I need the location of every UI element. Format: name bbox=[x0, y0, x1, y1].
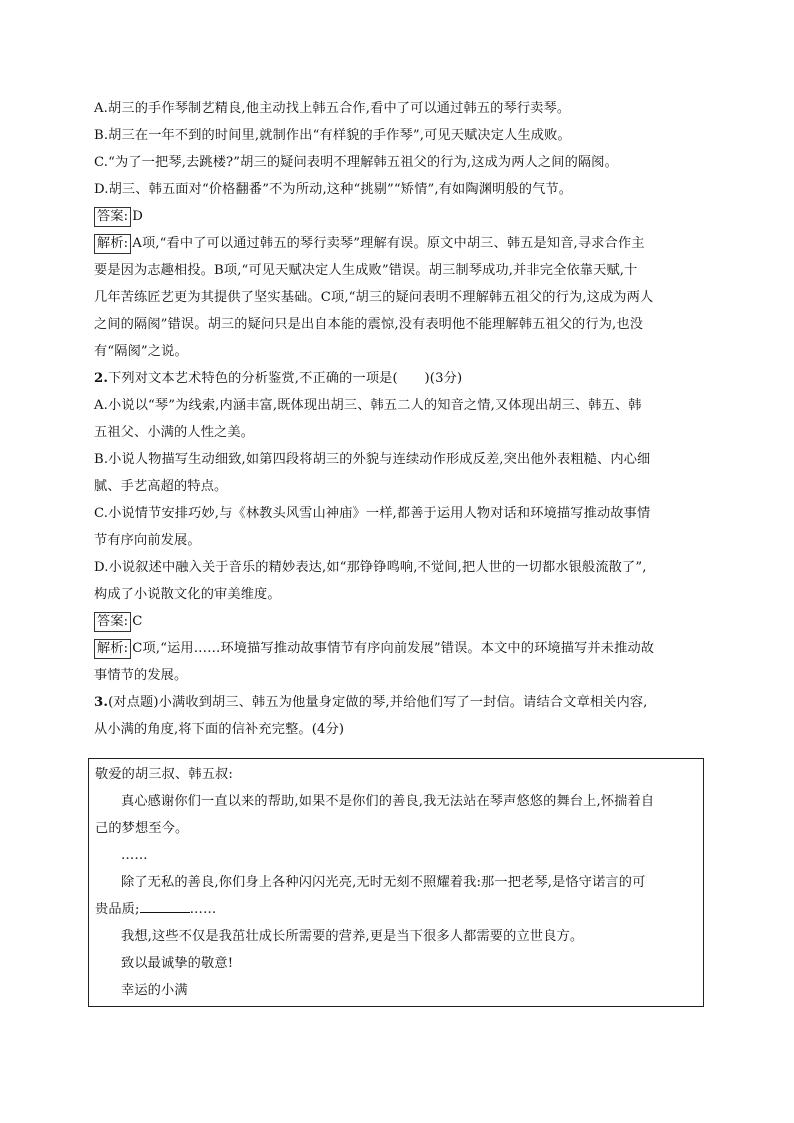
letter-para2-line-0: 除了无私的善良,你们身上各种闪闪光亮,无时无刻不照耀着我:那一把老琴,是恪守诺言的可 bbox=[121, 875, 646, 890]
q2-option-c-line-1: 节有序向前发展。 bbox=[94, 533, 201, 548]
q2-option-b-line-0: B.小说人物描写生动细致,如第四段将胡三的外貌与连续动作形成反差,突出他外表粗糙、内心细 bbox=[94, 452, 651, 467]
letter-greeting: 敬爱的胡三叔、韩五叔: bbox=[95, 767, 233, 782]
q1-option-b: B.胡三在一年不到的时间里,就制作出“有样貌的手作琴”,可见天赋决定人生成败。 bbox=[94, 128, 571, 143]
q1-analysis-line-2: 几年苦练匠艺更为其提供了坚实基础。C项,“胡三的疑问表明不理解韩五祖父的行为,这成为两人 bbox=[94, 290, 654, 305]
letter-para1-line-0: 真心感谢你们一直以来的帮助,如果不是你们的善良,我无法站在琴声悠悠的舞台上,怀揣着自 bbox=[121, 794, 655, 809]
letter-ellipsis: …… bbox=[121, 848, 148, 863]
analysis-label: 解析: bbox=[94, 234, 131, 254]
q1-analysis-line-1: 要是因为志趣相投。B项,“可见天赋决定人生成败”错误。胡三制琴成功,并非完全依靠天赋,十 bbox=[94, 263, 638, 278]
letter-para2-text: 贵品质; bbox=[95, 902, 140, 917]
letter-para2-tail: …… bbox=[189, 902, 217, 917]
analysis-text: C项,“运用……环境描写推动故事情节有序向前发展”错误。本文中的环境描写并未推动故 bbox=[132, 641, 655, 656]
q3-stem-line-0 bbox=[94, 689, 710, 716]
answer-label: 答案: bbox=[94, 612, 131, 632]
analysis-label: 解析: bbox=[94, 639, 131, 659]
q2-option-d-line-1: 构成了小说散文化的审美维度。 bbox=[94, 587, 281, 602]
analysis-text: A项,“看中了可以通过韩五的琴行卖琴”理解有误。原文中胡三、韩五是知音,寻求合作主 bbox=[132, 236, 645, 251]
q2-analysis-line-0 bbox=[94, 635, 710, 662]
letter-para3: 我想,这些不仅是我茁壮成长所需要的营养,更是当下很多人都需要的立世良方。 bbox=[121, 929, 584, 944]
q1-answer bbox=[94, 203, 710, 230]
answer-value: D bbox=[132, 209, 144, 224]
q1-analysis-line-4: 有“隔阂”之说。 bbox=[94, 344, 188, 359]
letter-closing: 致以最诚挚的敬意! bbox=[121, 956, 234, 971]
q3-stem-line-1: 从小满的角度,将下面的信补充完整。(4分) bbox=[94, 722, 345, 737]
q2-option-c-line-0: C.小说情节安排巧妙,与《林教头风雪山神庙》一样,都善于运用人物对话和环境描写推动故事情 bbox=[94, 506, 651, 521]
q3-stem-text: (对点题)小满收到胡三、韩五为他量身定做的琴,并给他们写了一封信。请结合文章相关内容, bbox=[108, 695, 648, 710]
q2-analysis-line-1: 事情节的发展。 bbox=[94, 668, 188, 683]
q2-answer bbox=[94, 608, 710, 635]
q2-stem bbox=[94, 365, 710, 392]
letter-para1-line-1: 己的梦想至今。 bbox=[95, 821, 189, 836]
q2-option-d-line-0: D.小说叙述中融入关于音乐的精妙表达,如“那铮铮鸣响,不觉间,把人世的一切都水银般流散了”, bbox=[94, 560, 647, 575]
letter-box bbox=[88, 758, 704, 1007]
q2-option-b-line-1: 腻、手艺高超的特点。 bbox=[94, 479, 228, 494]
q1-option-d: D.胡三、韩五面对“价格翻番”不为所动,这种“挑剔”“矫情”,有如陶渊明般的气节。 bbox=[94, 182, 573, 197]
q1-analysis-line-3: 之间的隔阂”错误。胡三的疑问只是出自本能的震惊,没有表明他不能理解韩五祖父的行为,也没 bbox=[94, 317, 644, 332]
q2-option-a-line-0: A.小说以“琴”为线索,内涵丰富,既体现出胡三、韩五二人的知音之情,又体现出胡三、韩五、韩 bbox=[94, 398, 642, 413]
q1-analysis-line-0 bbox=[94, 230, 710, 257]
q1-option-a: A.胡三的手作琴制艺精良,他主动找上韩五合作,看中了可以通过韩五的琴行卖琴。 bbox=[94, 101, 571, 116]
q2-stem-text: 下列对文本艺术特色的分析鉴赏,不正确的一项是( )(3分) bbox=[108, 371, 463, 386]
answer-label: 答案: bbox=[94, 207, 131, 227]
letter-para2-line-1 bbox=[95, 896, 697, 923]
q3-number: 3. bbox=[94, 695, 109, 710]
answer-value: C bbox=[132, 614, 143, 629]
q2-number: 2. bbox=[94, 371, 109, 386]
document-page bbox=[94, 95, 710, 743]
answer-blank[interactable] bbox=[140, 898, 190, 913]
q1-option-c: C.“为了一把琴,去跳楼?”胡三的疑问表明不理解韩五祖父的行为,这成为两人之间的隔阂。 bbox=[94, 155, 618, 170]
letter-signature: 幸运的小满 bbox=[121, 983, 188, 998]
q2-option-a-line-1: 五祖父、小满的人性之美。 bbox=[94, 425, 255, 440]
